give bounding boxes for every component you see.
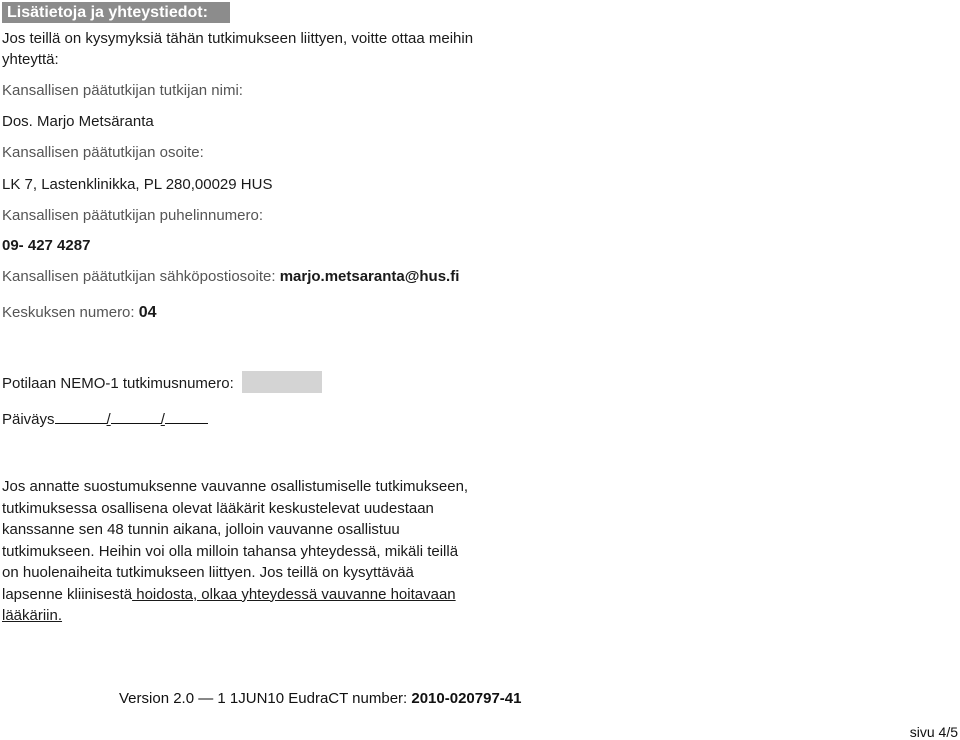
date-sep-1: / xyxy=(106,411,111,428)
study-number-label: Potilaan NEMO-1 tutkimusnumero xyxy=(2,374,230,392)
email-link[interactable]: marjo.metsaranta@hus.fi xyxy=(279,268,460,285)
section-header: Lisätietoja ja yhteystiedot: xyxy=(2,2,230,23)
center-label: Keskuksen numero: xyxy=(2,304,135,321)
study-number-field[interactable] xyxy=(242,371,322,393)
address: LK 7, Lastenklinikka, PL 280,00029 HUS xyxy=(2,176,273,193)
para-line-6b: hoidosta, olkaa yhteydessä vauvanne hoitavaan xyxy=(132,585,456,603)
researcher-name: Dos. Marjo Metsäranta xyxy=(2,113,154,130)
study-number-row xyxy=(2,373,322,395)
center-number: 04 xyxy=(138,304,157,321)
para-line-6a: lapsenne kliinisestä xyxy=(2,585,133,603)
consent-paragraph xyxy=(2,476,468,627)
email-label: Kansallisen päätutkijan sähköpostiosoite: xyxy=(2,268,276,285)
study-number-colon: : xyxy=(229,374,234,392)
date-row xyxy=(2,409,208,428)
center-row xyxy=(2,304,157,322)
footer-eudract: 2010-020797-41 xyxy=(411,690,522,707)
date-sep-2: / xyxy=(160,411,165,428)
email-row xyxy=(2,268,459,285)
para-line: kanssanne sen 48 tunnin aikana, jolloin vauvanne osallistuu xyxy=(2,521,400,538)
para-line-7: lääkäriin. xyxy=(2,607,63,624)
date-label: Päiväys xyxy=(2,411,55,428)
page-number: sivu 4/5 xyxy=(909,724,958,740)
address-label: Kansallisen päätutkijan osoite: xyxy=(2,144,204,161)
para-line: Jos annatte suostumuksenne vauvanne osallistumiselle tutkimukseen, xyxy=(2,478,469,495)
footer-version: Version 2.0 — 1 1JUN10 EudraCT number: xyxy=(119,690,412,707)
para-line-6 xyxy=(2,584,468,606)
para-line: on huolenaiheita tutkimukseen liittyen. Jos teillä on kysyttävää xyxy=(2,564,414,581)
researcher-name-label: Kansallisen päätutkijan tutkijan nimi: xyxy=(2,82,243,99)
date-day-blank[interactable] xyxy=(55,409,107,424)
intro-line-2: yhteyttä: xyxy=(2,51,59,68)
intro-line-1: Jos teillä on kysymyksiä tähän tutkimukseen liittyen, voitte ottaa meihin xyxy=(2,30,474,47)
para-line: tutkimukseen. Heihin voi olla milloin tahansa yhteydessä, mikäli teillä xyxy=(2,542,459,560)
footer xyxy=(119,690,521,707)
date-year-blank[interactable] xyxy=(165,409,208,424)
phone-label: Kansallisen päätutkijan puhelinnumero: xyxy=(2,207,264,224)
phone: 09- 427 4287 xyxy=(2,237,91,254)
para-line: tutkimuksessa osallisena olevat lääkärit keskustelevat uudestaan xyxy=(2,499,434,517)
date-month-blank[interactable] xyxy=(111,409,161,424)
